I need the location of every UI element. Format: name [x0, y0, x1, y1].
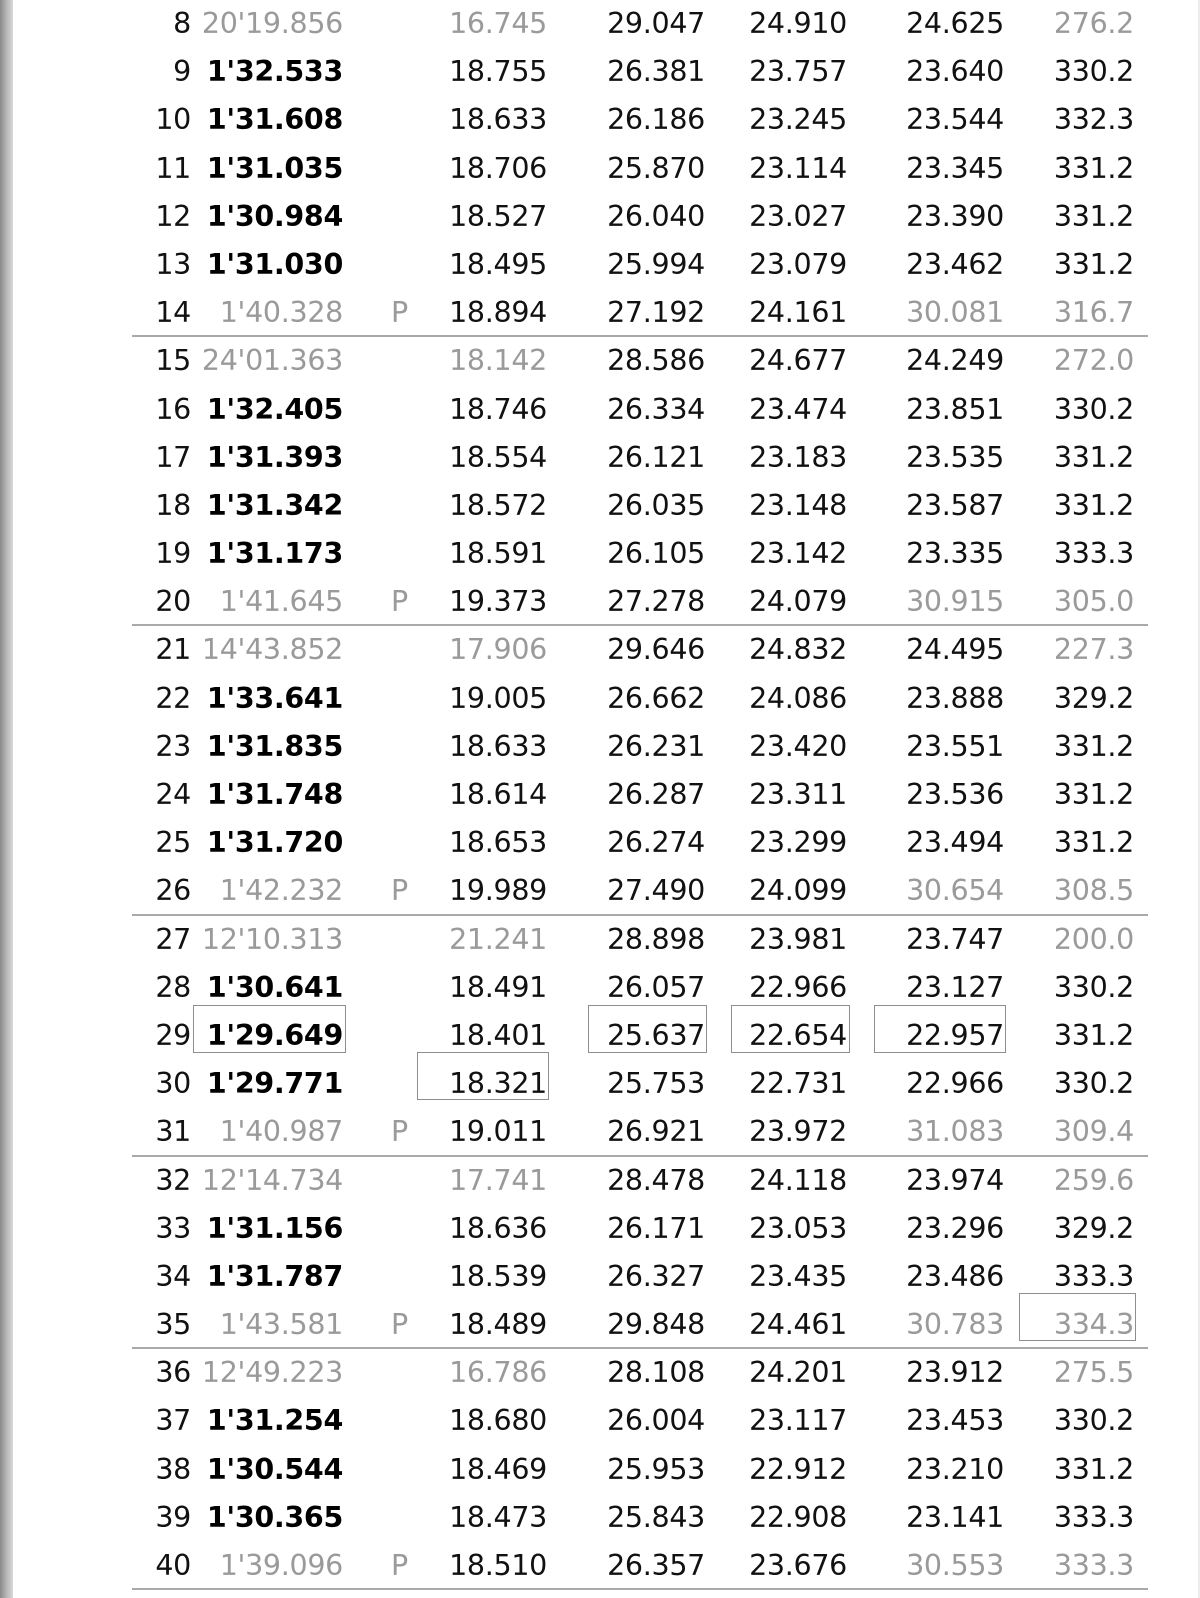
lap-number: 14 [155, 296, 191, 330]
sector-2: 29.047 [607, 7, 705, 40]
table-row [0, 626, 1200, 674]
sector-4: 31.083 [906, 1115, 1004, 1149]
sector-2: 25.843 [607, 1500, 705, 1534]
lap-number: 15 [155, 344, 191, 378]
sector-1: 18.614 [449, 778, 547, 811]
table-row [0, 1542, 1200, 1590]
sector-4: 23.335 [906, 537, 1004, 571]
sector-2: 28.478 [607, 1163, 705, 1197]
table-row [0, 1157, 1200, 1205]
sector-1: 16.745 [449, 7, 547, 40]
sector-3: 22.912 [749, 1452, 847, 1486]
lap-time: 1'39.096 [219, 1549, 343, 1582]
sector-2: 26.274 [607, 826, 705, 860]
speed-trap: 330.2 [1053, 1404, 1134, 1438]
lap-time: 1'29.649 [206, 1018, 343, 1052]
lap-number: 30 [155, 1067, 191, 1101]
sector-3: 23.299 [749, 826, 847, 860]
lap-time: 20'19.856 [201, 7, 343, 40]
sector-4: 24.495 [906, 633, 1004, 667]
speed-trap: 316.7 [1053, 296, 1134, 330]
sector-3: 23.474 [749, 392, 847, 426]
pit-flag: P [391, 1115, 408, 1149]
sector-1: 18.142 [449, 344, 547, 378]
sector-2: 26.121 [607, 440, 705, 474]
table-row [0, 1397, 1200, 1445]
table-row [0, 96, 1200, 144]
table-row [0, 1060, 1200, 1108]
table-row [0, 1108, 1200, 1156]
best-lap-time-highlight [193, 1005, 346, 1053]
lap-time: 1'42.232 [219, 874, 343, 908]
table-row [0, 675, 1200, 723]
lap-number: 32 [155, 1163, 191, 1197]
sector-1: 19.989 [449, 874, 547, 908]
pit-flag: P [391, 1549, 408, 1582]
speed-trap: 272.0 [1053, 344, 1134, 378]
sector-2: 26.105 [607, 537, 705, 571]
sector-2: 26.381 [607, 55, 705, 89]
lap-number: 22 [155, 681, 191, 715]
speed-trap: 330.2 [1053, 392, 1134, 426]
sector-2: 25.953 [607, 1452, 705, 1486]
sector-4: 23.210 [906, 1452, 1004, 1486]
sector-4: 22.966 [906, 1067, 1004, 1101]
sector-1: 18.755 [449, 55, 547, 89]
table-row [0, 578, 1200, 626]
lap-time: 1'32.405 [206, 392, 343, 426]
sector-3: 23.676 [749, 1549, 847, 1582]
sector-2: 26.004 [607, 1404, 705, 1438]
table-row [0, 482, 1200, 530]
lap-time: 1'40.987 [219, 1115, 343, 1149]
lap-number: 37 [155, 1404, 191, 1438]
lap-number: 8 [173, 7, 191, 40]
sector-4: 23.127 [906, 970, 1004, 1004]
speed-trap: 333.3 [1053, 1549, 1134, 1582]
speed-trap: 200.0 [1053, 922, 1134, 956]
table-row [0, 723, 1200, 771]
sector-3: 24.910 [749, 7, 847, 40]
sector-1: 18.746 [449, 392, 547, 426]
sector-2: 29.848 [607, 1308, 705, 1342]
sector-4: 24.249 [906, 344, 1004, 378]
sector-4: 22.957 [906, 1018, 1004, 1052]
sector-1: 18.473 [449, 1500, 547, 1534]
lap-number: 31 [155, 1115, 191, 1149]
lap-number: 9 [173, 55, 191, 89]
sector-1: 17.741 [449, 1163, 547, 1197]
sector-4: 23.390 [906, 199, 1004, 233]
lap-time: 1'33.641 [206, 681, 343, 715]
lap-number: 35 [155, 1308, 191, 1342]
speed-trap: 331.2 [1053, 778, 1134, 811]
speed-trap: 308.5 [1053, 874, 1134, 908]
sector-3: 23.245 [749, 103, 847, 137]
sector-1: 18.401 [449, 1018, 547, 1052]
lap-number: 11 [155, 151, 191, 185]
speed-trap: 331.2 [1053, 729, 1134, 763]
lap-number: 29 [155, 1018, 191, 1052]
table-row [0, 0, 1200, 48]
speed-trap: 329.2 [1053, 681, 1134, 715]
table-row [0, 867, 1200, 915]
sector-4: 23.494 [906, 826, 1004, 860]
sector-1: 21.241 [449, 922, 547, 956]
sector-3: 24.079 [749, 585, 847, 619]
speed-trap: 333.3 [1053, 1259, 1134, 1293]
speed-trap: 259.6 [1053, 1163, 1134, 1197]
sector-3: 23.972 [749, 1115, 847, 1149]
lap-number: 33 [155, 1211, 191, 1245]
table-row [0, 241, 1200, 289]
table-row [0, 289, 1200, 337]
sector-2: 27.192 [607, 296, 705, 330]
speed-trap: 334.3 [1053, 1308, 1134, 1342]
lap-time: 1'29.771 [206, 1067, 343, 1101]
sector-2: 27.490 [607, 874, 705, 908]
sector-2: 26.327 [607, 1259, 705, 1293]
sector-3: 24.118 [749, 1163, 847, 1197]
lap-number: 25 [155, 826, 191, 860]
sector-2: 25.870 [607, 151, 705, 185]
table-row [0, 1205, 1200, 1253]
sector-1: 18.321 [449, 1067, 547, 1101]
sector-2: 25.753 [607, 1067, 705, 1101]
lap-number: 17 [155, 440, 191, 474]
lap-time: 1'31.035 [206, 151, 343, 185]
pit-flag: P [391, 874, 408, 908]
speed-trap: 331.2 [1053, 151, 1134, 185]
speed-trap: 329.2 [1053, 1211, 1134, 1245]
lap-number: 19 [155, 537, 191, 571]
sector-2: 26.186 [607, 103, 705, 137]
sector-4: 23.551 [906, 729, 1004, 763]
lap-time: 1'30.984 [206, 199, 343, 233]
sector-3: 23.435 [749, 1259, 847, 1293]
pit-flag: P [391, 1308, 408, 1342]
sector-4: 30.915 [906, 585, 1004, 619]
lap-time: 1'31.608 [206, 103, 343, 137]
lap-time: 1'31.748 [206, 778, 343, 811]
sector-1: 16.786 [449, 1356, 547, 1390]
sector-1: 19.373 [449, 585, 547, 619]
lap-time: 1'31.254 [206, 1404, 343, 1438]
table-row [0, 530, 1200, 578]
table-row [0, 386, 1200, 434]
lap-time: 1'31.030 [206, 247, 343, 281]
sector-2: 28.108 [607, 1356, 705, 1390]
sector-3: 22.966 [749, 970, 847, 1004]
sector-4: 23.486 [906, 1259, 1004, 1293]
sector-4: 23.141 [906, 1500, 1004, 1534]
lap-number: 21 [155, 633, 191, 667]
sector-2: 25.637 [607, 1018, 705, 1052]
speed-trap: 331.2 [1053, 1018, 1134, 1052]
sector-4: 23.747 [906, 922, 1004, 956]
sector-4: 23.974 [906, 1163, 1004, 1197]
sector-2: 28.586 [607, 344, 705, 378]
sector-3: 24.161 [749, 296, 847, 330]
sector-1: 19.005 [449, 681, 547, 715]
sector-1: 19.011 [449, 1115, 547, 1149]
sector-3: 23.053 [749, 1211, 847, 1245]
sector-3: 23.027 [749, 199, 847, 233]
sector-3: 23.981 [749, 922, 847, 956]
sector-3: 24.832 [749, 633, 847, 667]
sector-2: 26.035 [607, 488, 705, 522]
lap-time: 12'10.313 [201, 922, 343, 956]
lap-number: 24 [155, 778, 191, 811]
speed-trap: 330.2 [1053, 55, 1134, 89]
lap-number: 40 [155, 1549, 191, 1582]
sector-3: 22.908 [749, 1500, 847, 1534]
sector-4: 23.851 [906, 392, 1004, 426]
best-sector-4-highlight [874, 1005, 1006, 1053]
sector-1: 18.633 [449, 103, 547, 137]
sector-3: 24.201 [749, 1356, 847, 1390]
sector-3: 23.114 [749, 151, 847, 185]
lap-number: 16 [155, 392, 191, 426]
lap-number: 26 [155, 874, 191, 908]
sector-1: 18.469 [449, 1452, 547, 1486]
table-row [0, 434, 1200, 482]
sector-2: 29.646 [607, 633, 705, 667]
lap-time: 1'32.533 [206, 55, 343, 89]
table-row [0, 145, 1200, 193]
sector-3: 23.420 [749, 729, 847, 763]
sector-2: 28.898 [607, 922, 705, 956]
sector-1: 18.554 [449, 440, 547, 474]
sector-3: 23.142 [749, 537, 847, 571]
sector-4: 23.888 [906, 681, 1004, 715]
sector-4: 23.345 [906, 151, 1004, 185]
lap-number: 23 [155, 729, 191, 763]
sector-4: 23.640 [906, 55, 1004, 89]
sector-1: 18.495 [449, 247, 547, 281]
lap-time: 1'30.365 [206, 1500, 343, 1534]
sector-4: 30.081 [906, 296, 1004, 330]
speed-trap: 309.4 [1053, 1115, 1134, 1149]
sector-1: 18.653 [449, 826, 547, 860]
lap-time: 1'31.156 [206, 1211, 343, 1245]
sector-2: 26.921 [607, 1115, 705, 1149]
sector-4: 30.654 [906, 874, 1004, 908]
sector-4: 23.536 [906, 778, 1004, 811]
lap-number: 34 [155, 1259, 191, 1293]
sector-3: 23.117 [749, 1404, 847, 1438]
lap-time: 1'43.581 [219, 1308, 343, 1342]
lap-time: 1'31.342 [206, 488, 343, 522]
sector-2: 26.231 [607, 729, 705, 763]
sector-3: 22.654 [749, 1018, 847, 1052]
sector-1: 18.510 [449, 1549, 547, 1582]
speed-trap: 330.2 [1053, 1067, 1134, 1101]
sector-4: 23.535 [906, 440, 1004, 474]
sector-4: 23.296 [906, 1211, 1004, 1245]
sector-4: 30.553 [906, 1549, 1004, 1582]
sector-3: 22.731 [749, 1067, 847, 1101]
sector-4: 24.625 [906, 7, 1004, 40]
sector-4: 23.912 [906, 1356, 1004, 1390]
lap-number: 27 [155, 922, 191, 956]
sector-2: 26.040 [607, 199, 705, 233]
sector-4: 23.462 [906, 247, 1004, 281]
lap-time: 1'31.835 [206, 729, 343, 763]
sector-3: 23.311 [749, 778, 847, 811]
sector-3: 24.461 [749, 1308, 847, 1342]
best-sector-3-highlight [731, 1005, 850, 1053]
sector-2: 26.057 [607, 970, 705, 1004]
speed-trap: 333.3 [1053, 1500, 1134, 1534]
lap-time: 14'43.852 [201, 633, 343, 667]
lap-time: 1'31.787 [206, 1259, 343, 1293]
lap-number: 12 [155, 199, 191, 233]
sector-2: 26.334 [607, 392, 705, 426]
sector-3: 23.148 [749, 488, 847, 522]
lap-time: 1'30.544 [206, 1452, 343, 1486]
lap-number: 28 [155, 970, 191, 1004]
sector-1: 18.680 [449, 1404, 547, 1438]
sector-4: 30.783 [906, 1308, 1004, 1342]
sector-1: 18.706 [449, 151, 547, 185]
lap-time: 1'40.328 [219, 296, 343, 330]
lap-number: 36 [155, 1356, 191, 1390]
sector-1: 17.906 [449, 633, 547, 667]
sector-4: 23.587 [906, 488, 1004, 522]
sector-1: 18.527 [449, 199, 547, 233]
pit-flag: P [391, 585, 408, 619]
speed-trap: 333.3 [1053, 537, 1134, 571]
table-row [0, 193, 1200, 241]
speed-trap: 331.2 [1053, 488, 1134, 522]
speed-trap: 275.5 [1053, 1356, 1134, 1390]
best-speed-highlight [1019, 1293, 1136, 1341]
speed-trap: 330.2 [1053, 970, 1134, 1004]
sector-2: 26.287 [607, 778, 705, 811]
sector-1: 18.591 [449, 537, 547, 571]
table-row [0, 1446, 1200, 1494]
sector-1: 18.633 [449, 729, 547, 763]
table-row [0, 48, 1200, 96]
lap-number: 18 [155, 488, 191, 522]
lap-time: 1'31.393 [206, 440, 343, 474]
sector-4: 23.453 [906, 1404, 1004, 1438]
sector-3: 23.079 [749, 247, 847, 281]
lap-number: 20 [155, 585, 191, 619]
sector-1: 18.489 [449, 1308, 547, 1342]
speed-trap: 331.2 [1053, 247, 1134, 281]
sector-1: 18.894 [449, 296, 547, 330]
sector-3: 24.677 [749, 344, 847, 378]
lap-time: 24'01.363 [201, 344, 343, 378]
lap-time: 1'31.720 [206, 826, 343, 860]
lap-time: 12'14.734 [201, 1163, 343, 1197]
sector-3: 24.086 [749, 681, 847, 715]
lap-time: 1'30.641 [206, 970, 343, 1004]
sector-3: 23.757 [749, 55, 847, 89]
pit-flag: P [391, 296, 408, 330]
speed-trap: 331.2 [1053, 1452, 1134, 1486]
speed-trap: 276.2 [1053, 7, 1134, 40]
sector-2: 26.357 [607, 1549, 705, 1582]
sector-2: 26.662 [607, 681, 705, 715]
sector-2: 26.171 [607, 1211, 705, 1245]
lap-time: 1'31.173 [206, 537, 343, 571]
speed-trap: 331.2 [1053, 440, 1134, 474]
sector-2: 27.278 [607, 585, 705, 619]
lap-number: 13 [155, 247, 191, 281]
table-row [0, 1349, 1200, 1397]
table-row [0, 337, 1200, 385]
table-row [0, 819, 1200, 867]
best-sector-1-highlight [417, 1052, 549, 1100]
table-row [0, 1494, 1200, 1542]
sector-4: 23.544 [906, 103, 1004, 137]
sector-1: 18.636 [449, 1211, 547, 1245]
sector-1: 18.539 [449, 1259, 547, 1293]
table-row [0, 771, 1200, 819]
sector-1: 18.491 [449, 970, 547, 1004]
lap-number: 10 [155, 103, 191, 137]
sector-3: 23.183 [749, 440, 847, 474]
table-row [0, 916, 1200, 964]
speed-trap: 331.2 [1053, 199, 1134, 233]
sector-1: 18.572 [449, 488, 547, 522]
speed-trap: 227.3 [1053, 633, 1134, 667]
speed-trap: 332.3 [1053, 103, 1134, 137]
lap-time: 12'49.223 [201, 1356, 343, 1390]
speed-trap: 331.2 [1053, 826, 1134, 860]
best-sector-2-highlight [588, 1005, 707, 1053]
speed-trap: 305.0 [1053, 585, 1134, 619]
sector-2: 25.994 [607, 247, 705, 281]
lap-time: 1'41.645 [219, 585, 343, 619]
lap-number: 38 [155, 1452, 191, 1486]
sector-3: 24.099 [749, 874, 847, 908]
lap-number: 39 [155, 1500, 191, 1534]
